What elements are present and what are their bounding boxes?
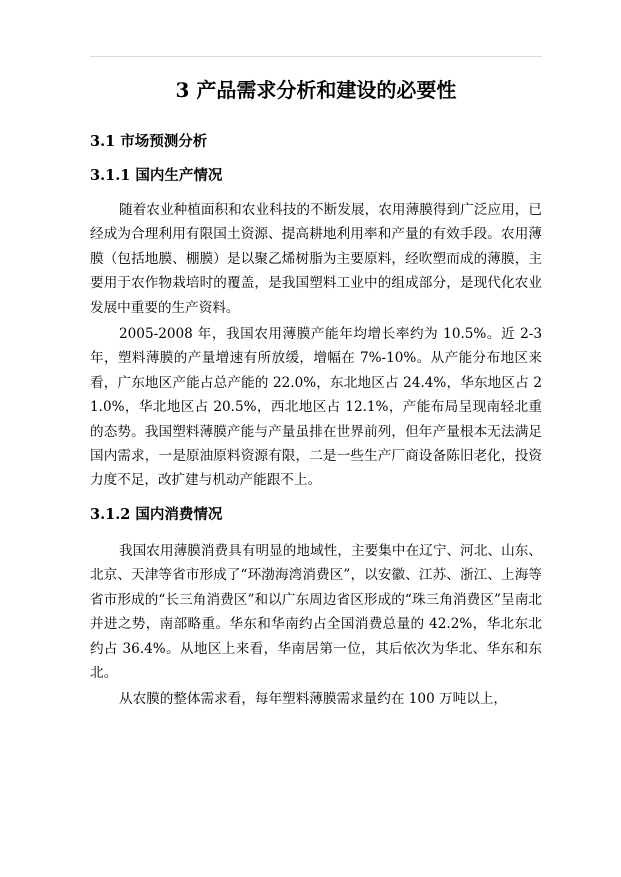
paragraph-domestic-production-1: 随着农业种植面积和农业科技的不断发展，农用薄膜得到广泛应用，已经成为合理利用有限国土资源、提高耕地利用率和产量的有效手段。农用薄膜（包括地膜、棚膜）是以聚乙烯树脂为主要原料，经吹塑而成的薄膜，主要用于农作物栽培时的覆盖，是我国塑料工业中的组成部分，是现代化农业发展中重要的生产资料。 (90, 202, 542, 316)
section-heading-3-1-2: 3.1.2 国内消费情况 (90, 505, 223, 523)
chapter-title: 3 产品需求分析和建设的必要性 (175, 78, 457, 102)
section-heading-3-1: 3.1 市场预测分析 (90, 133, 208, 150)
paragraph-domestic-consumption-2: 从农膜的整体需求看，每年塑料薄膜需求量约在 100 万吨以上， (119, 691, 508, 708)
section-heading-3-1-1: 3.1.1 国内生产情况 (90, 167, 223, 184)
paragraph-domestic-consumption-1: 我国农用薄膜消费具有明显的地域性，主要集中在辽宁、河北、山东、北京、天津等省市形成了“环渤海湾消费区”，以安徽、江苏、浙江、上海等省市形成的“长三角消费区”和以广东周边省区形成的“珠三角消费区”呈南北并进之势，南部略重。华东和华南约占全国消费总量的 42.2%，华北东北约占 36.4%。从地区上来看，华南居第一位，其后依次为华北、华东和东北。 (90, 542, 542, 681)
document-page (90, 76, 542, 712)
header-rule (90, 56, 542, 57)
paragraph-domestic-production-2: 2005-2008 年，我国农用薄膜产能年均增长率约为 10.5%。近 2-3 年，塑料薄膜的产量增速有所放缓，增幅在 7%-10%。从产能分布地区来看，广东地区产能占总产能的 22.0%，东北地区占 24.4%，华东地区占 21.0%，华北地区占 20.5%，西北地区占 12.1%，产能布局呈现南轻北重的态势。我国塑料薄膜产能与产量虽排在世界前列，但年产量根本无法满足国内需求，一是原油原料资源有限，二是一些生产厂商设备陈旧老化，投资力度不足，改扩建与机动产能跟不上。 (90, 326, 542, 489)
